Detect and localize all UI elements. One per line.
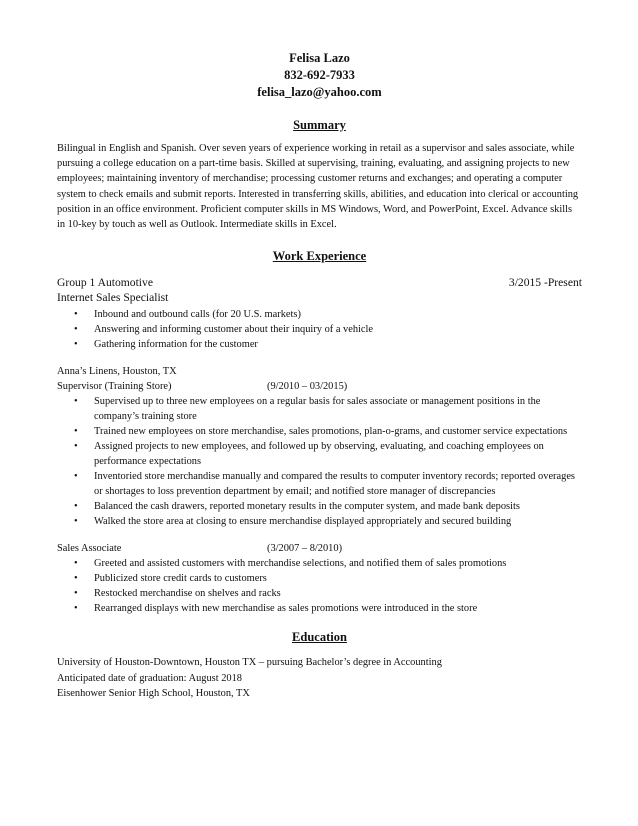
education-heading: Education [292,630,347,645]
job-title: Internet Sales Specialist [57,291,169,305]
duty-item: • Answering and informing customer about their inquiry of a vehicle [74,324,374,336]
duty-item: • Greeted and assisted customers with merchandise selections, and notified them of sales promotions [74,558,507,570]
job-annas-linens [57,364,582,529]
applicant-name: Felisa Lazo [289,51,350,65]
duty-item: • Publicized store credit cards to customers [74,573,267,585]
bullet-icon: • [74,324,78,336]
bullet-icon: • [74,339,78,351]
job-duties [57,556,582,616]
bullet-icon: • [74,471,78,483]
education-item: Eisenhower Senior High School, Houston, TX [57,688,250,700]
job-dates: 3/2015 -Present [508,276,582,290]
duty-item: • Walked the store area at closing to ensure merchandise displayed appropriately and secured building [74,516,512,528]
bullet-icon: • [74,588,78,600]
duty-item: • Inbound and outbound calls (for 20 U.S. markets) [74,309,301,321]
contact-header [57,50,582,101]
duty-item: • Trained new employees on store merchandise, sales promotions, plan-o-grams, and customer service expectations [74,426,568,438]
bullet-icon: • [74,603,78,615]
job-company: Anna’s Linens, Houston, TX [57,366,177,378]
job-group1 [57,275,582,352]
job-title: Supervisor (Training Store) [57,381,172,393]
bullet-icon: • [74,309,78,321]
duty-item: • Gathering information for the customer [74,339,258,351]
bullet-icon: • [74,516,78,528]
job-sales-associate [57,541,582,616]
duty-item: • Assigned projects to new employees, and followed up by observing, evaluating, and coaching employees on performance expectations [74,441,544,468]
education-item: University of Houston-Downtown, Houston TX – pursuing Bachelor’s degree in Accounting [57,657,442,669]
bullet-icon: • [74,426,78,438]
duty-item: • Restocked merchandise on shelves and racks [74,588,281,600]
work-experience-heading: Work Experience [272,249,367,264]
job-dates: (9/2010 – 03/2015) [267,381,348,393]
duty-item: • Rearranged displays with new merchandise as sales promotions were introduced in the store [74,603,478,615]
education-list [57,655,582,702]
job-duties [57,394,582,529]
bullet-icon: • [74,558,78,570]
bullet-icon: • [74,573,78,585]
bullet-icon: • [74,396,78,408]
resume-page [57,50,582,702]
education-item: Anticipated date of graduation: August 2018 [57,672,242,684]
duty-item: • Inventoried store merchandise manually and compared the results to computer inventory records; reported overages or shortages to loss prevention department by email; and notified store manager of discrepancies [74,471,575,498]
job-dates: (3/2007 – 8/2010) [267,543,343,555]
job-header [57,541,582,556]
duty-item: • Balanced the cash drawers, reported monetary results in the computer system, and made bank deposits [74,501,520,513]
applicant-phone: 832-692-7933 [284,68,355,82]
summary-text: Bilingual in English and Spanish. Over seven years of experience working in retail as a supervisor and sales associate, while pursuing a college education on a part-time basis. Skilled at supervising, training, evaluating, and assigning projects to new employees; maintaining inventory of merchandise; processing customer returns and exchanges; and operating a computer system to check emails and submit reports. Interested in transferring skills, abilities, and education into clerical or accounting position in an office environment. Proficient computer skills in MS Windows, Word, and PowerPoint, Excel. Advance skills in 10-key by touch as well as Outlook. Intermediate skills in Excel. [57,143,579,231]
job-header [57,379,582,394]
job-header [57,275,582,290]
bullet-icon: • [74,441,78,453]
job-title: Sales Associate [57,543,122,555]
duty-item: • Supervised up to three new employees on a regular basis for sales associate or management positions in the company’s training store [74,396,541,423]
summary-heading: Summary [293,118,346,132]
job-duties [57,307,582,352]
job-company: Group 1 Automotive [57,276,153,290]
bullet-icon: • [74,501,78,513]
applicant-email: felisa_lazo@yahoo.com [257,85,382,99]
